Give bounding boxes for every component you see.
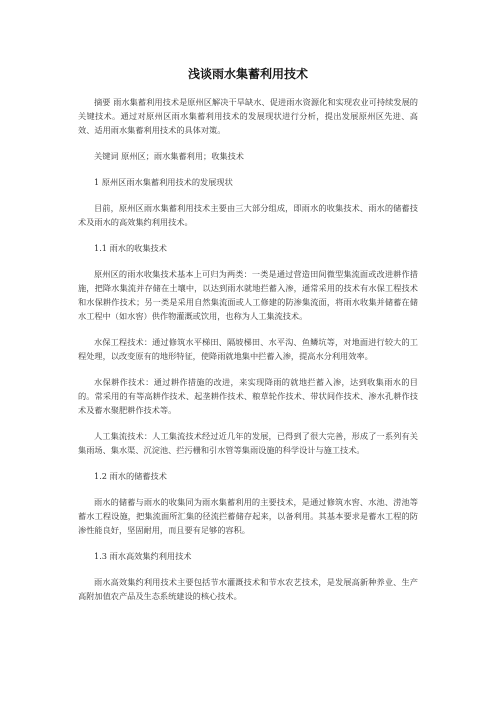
abstract-paragraph: 摘要 雨水集蓄利用技术是原州区解决干旱缺水、促进雨水资源化和实现农业可持续发展的关键技术。通过对原州区雨水集蓄利用技术的发展现状进行分析，提出发展原州区先进、高效、适用雨水集蓄利用技术的具体对策。 xyxy=(78,97,418,135)
section-1-1-heading: 1.1 雨水的收集技术 xyxy=(94,243,167,253)
section-1-paragraph: 目前，原州区雨水集蓄利用技术主要由三大部分组成，即雨水的收集技术、雨水的储蓄技术及雨水的高效集约利用技术。 xyxy=(78,203,418,227)
section-1-heading: 1 原州区雨水集蓄利用技术的发展现状 xyxy=(94,177,233,187)
section-1-1-paragraph-3: 水保耕作技术：通过耕作措施的改进，来实现降雨的就地拦蓄入渗，达到收集雨水的目的。常采用的有等高耕作技术、起垄耕作技术、粮草轮作技术、带状间作技术、渗水孔耕作技术及蓄水聚肥耕作技术等。 xyxy=(78,377,418,415)
section-1-2-heading: 1.2 雨水的储蓄技术 xyxy=(94,471,167,481)
section-1-1-paragraph-1: 原州区的雨水收集技术基本上可归为两类：一类是通过营造田间微型集流面或改进耕作措施，把降水集流并存储在土壤中，以达到雨水就地拦蓄入渗，通常采用的技术有水保工程技术和水保耕作技术；另一类是采用自然集流面或人工修建的防渗集流面，将雨水收集并储蓄在储水工程中（如水窖）供作物灌溉或饮用，也称为人工集流技术。 xyxy=(78,269,418,321)
document-title: 浅谈雨水集蓄利用技术 xyxy=(187,67,308,81)
section-1-1-paragraph-4: 人工集流技术：人工集流技术经过近几年的发展，已得到了很大完善，形成了一系列有关集雨场、集水渠、沉淀池、拦污栅和引水管等集雨设施的科学设计与施工技术。 xyxy=(78,431,418,455)
document-body xyxy=(78,95,418,603)
section-1-3-paragraph: 雨水高效集约利用技术主要包括节水灌溉技术和节水农艺技术，是发展高新种养业、生产高附加值农产品及生态系统建设的核心技术。 xyxy=(78,577,418,601)
keywords-line: 关键词 原州区；雨水集蓄利用；收集技术 xyxy=(94,151,244,161)
section-1-2-paragraph: 雨水的储蓄与雨水的收集同为雨水集蓄利用的主要技术，是通过修筑水窖、水池、涝池等蓄水工程设施，把集流面所汇集的径流拦蓄储存起来，以备利用。其基本要求是蓄水工程的防渗性能良好，坚固耐用，而且要有足够的容积。 xyxy=(78,497,418,535)
section-1-1-paragraph-2: 水保工程技术：通过修筑水平梯田、隔坡梯田、水平沟、鱼鳞坑等，对地面进行较大的工程处理，以改变原有的地形特征，使降雨就地集中拦蓄入渗，提高水分利用效率。 xyxy=(78,337,418,361)
section-1-3-heading: 1.3 雨水高效集约利用技术 xyxy=(94,551,192,561)
